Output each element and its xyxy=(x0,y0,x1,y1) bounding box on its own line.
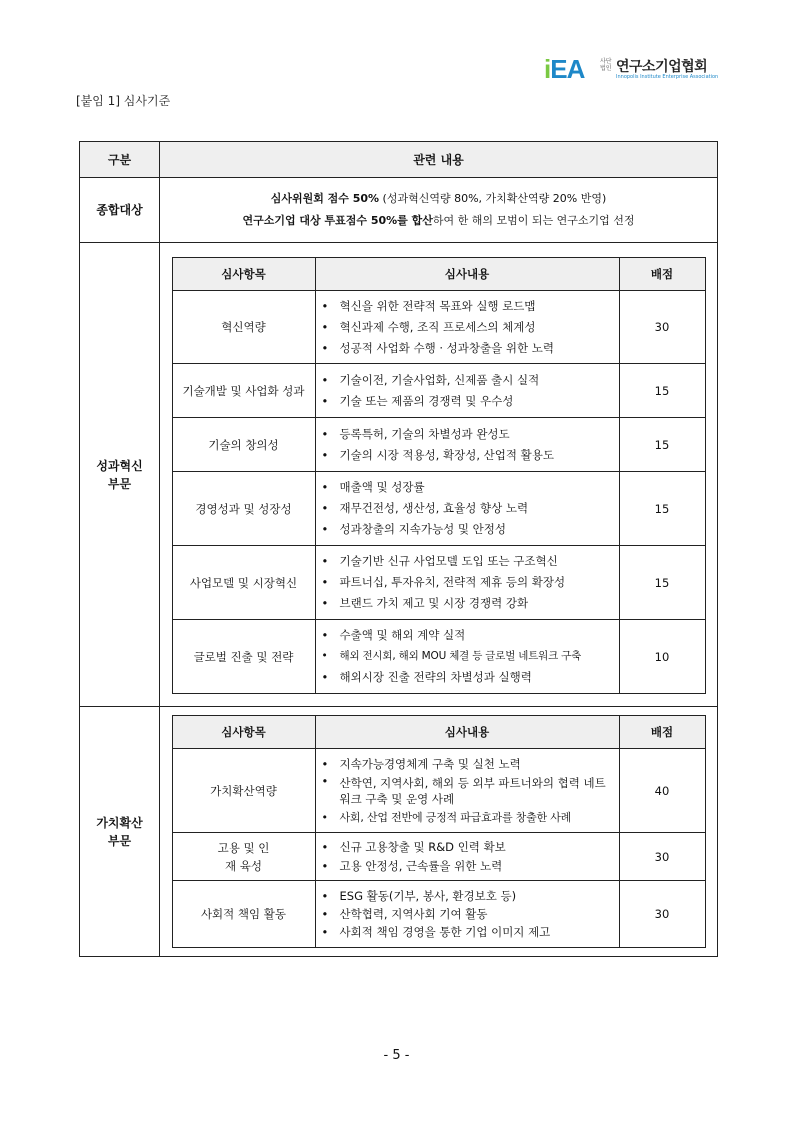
criteria-item: 기술의 창의성 xyxy=(172,418,315,472)
table-row xyxy=(172,364,705,418)
summary-line-1: 심사위원회 점수 50% (성과혁신역량 80%, 가치확산역량 20% 반영) xyxy=(270,192,607,205)
criteria-score: 15 xyxy=(619,546,705,620)
summary-line-2: 연구소기업 대상 투표점수 50%를 합산하여 한 해의 모범이 되는 연구소기업 선정 xyxy=(242,214,635,227)
logo-name: 연구소기업협회 xyxy=(616,59,708,75)
criteria-content xyxy=(315,364,619,418)
list-item: • 성공적 사업화 수행 · 성과창출을 위한 노력 xyxy=(320,338,617,359)
list-item: • 기술의 시장 적용성, 확장성, 산업적 활용도 xyxy=(320,445,617,466)
list-item: • 브랜드 가치 제고 및 시장 경쟁력 강화 xyxy=(320,593,617,614)
overall-summary xyxy=(160,178,718,243)
table-row xyxy=(172,833,705,881)
criteria-item: 경영성과 및 성장성 xyxy=(172,472,315,546)
list-item: • 혁신을 위한 전략적 목표와 실행 로드맵 xyxy=(320,296,617,317)
list-item: • 파트너십, 투자유치, 전략적 제휴 등의 확장성 xyxy=(320,572,617,593)
list-item: • 재무건전성, 생산성, 효율성 향상 노력 xyxy=(320,498,617,519)
table-row xyxy=(172,749,705,833)
list-item: • 혁신과제 수행, 조직 프로세스의 체계성 xyxy=(320,317,617,338)
criteria-score: 15 xyxy=(619,472,705,546)
table-row xyxy=(172,472,705,546)
list-item: • 성과창출의 지속가능성 및 안정성 xyxy=(320,519,617,540)
table-row xyxy=(172,881,705,948)
criteria-score: 30 xyxy=(619,291,705,364)
category-innovation: 성과혁신 부문 xyxy=(80,243,160,707)
list-item: • ESG 활동(기부, 봉사, 환경보호 등) xyxy=(320,887,617,905)
list-item: • 수출액 및 해외 계약 실적 xyxy=(320,625,617,646)
value-header-score: 배점 xyxy=(619,716,705,749)
list-item: • 기술기반 신규 사업모델 도입 또는 구조혁신 xyxy=(320,551,617,572)
association-logo xyxy=(544,54,734,84)
criteria-item: 글로벌 진출 및 전략 xyxy=(172,620,315,694)
list-item: • 산학협력, 지역사회 기여 활동 xyxy=(320,905,617,923)
innovation-section xyxy=(160,243,718,707)
criteria-content xyxy=(315,546,619,620)
list-item: • 지속가능경영체계 구축 및 실천 노력 xyxy=(320,756,617,773)
criteria-table xyxy=(79,141,718,957)
attachment-label: [붙임 1] 심사기준 xyxy=(76,94,171,108)
value-header-content: 심사내용 xyxy=(315,716,619,749)
list-item: • 기술 또는 제품의 경쟁력 및 우수성 xyxy=(320,391,617,412)
logo-small-text: 사단법인 xyxy=(600,58,612,72)
value-header-item: 심사항목 xyxy=(172,716,315,749)
list-item: • 사회, 산업 전반에 긍정적 파급효과를 창출한 사례 xyxy=(320,809,617,826)
list-item: • 기술이전, 기술사업화, 신제품 출시 실적 xyxy=(320,370,617,391)
innovation-table xyxy=(172,257,706,694)
criteria-score: 10 xyxy=(619,620,705,694)
criteria-content xyxy=(315,291,619,364)
criteria-score: 30 xyxy=(619,881,705,948)
criteria-content xyxy=(315,472,619,546)
criteria-item: 사업모델 및 시장혁신 xyxy=(172,546,315,620)
value-section xyxy=(160,707,718,957)
page-number: - 5 - xyxy=(383,1048,410,1063)
table-row xyxy=(172,291,705,364)
list-item: • 매출액 및 성장률 xyxy=(320,477,617,498)
category-value: 가치확산 부문 xyxy=(80,707,160,957)
criteria-content xyxy=(315,620,619,694)
innovation-header-score: 배점 xyxy=(619,258,705,291)
criteria-item: 사회적 책임 활동 xyxy=(172,881,315,948)
logo-subtitle: Innopolis Institute Enterprise Association xyxy=(616,74,719,80)
list-item: • 산학연, 지역사회, 해외 등 외부 파트너와의 협력 네트워크 구축 및 운영 사례 xyxy=(320,773,617,809)
value-table xyxy=(172,715,706,948)
innovation-header-content: 심사내용 xyxy=(315,258,619,291)
criteria-score: 15 xyxy=(619,418,705,472)
header-content: 관련 내용 xyxy=(160,142,718,178)
criteria-content xyxy=(315,881,619,948)
innovation-header-item: 심사항목 xyxy=(172,258,315,291)
criteria-score: 15 xyxy=(619,364,705,418)
list-item: • 등록특허, 기술의 차별성과 완성도 xyxy=(320,424,617,445)
criteria-content xyxy=(315,749,619,833)
criteria-content xyxy=(315,418,619,472)
criteria-item: 혁신역량 xyxy=(172,291,315,364)
table-row xyxy=(172,546,705,620)
list-item: • 해외시장 진출 전략의 차별성과 실행력 xyxy=(320,667,617,688)
criteria-item: 고용 및 인재 육성 xyxy=(172,833,315,881)
category-overall: 종합대상 xyxy=(80,178,160,243)
header-category: 구분 xyxy=(80,142,160,178)
criteria-content xyxy=(315,833,619,881)
list-item: • 해외 전시회, 해외 MOU 체결 등 글로벌 네트워크 구축 xyxy=(320,646,617,667)
criteria-score: 30 xyxy=(619,833,705,881)
list-item: • 사회적 책임 경영을 통한 기업 이미지 제고 xyxy=(320,923,617,941)
list-item: • 고용 안정성, 근속률을 위한 노력 xyxy=(320,857,617,876)
table-row xyxy=(172,418,705,472)
criteria-score: 40 xyxy=(619,749,705,833)
logo-mark: iEA xyxy=(544,54,585,84)
criteria-item: 기술개발 및 사업화 성과 xyxy=(172,364,315,418)
criteria-item: 가치확산역량 xyxy=(172,749,315,833)
list-item: • 신규 고용창출 및 R&D 인력 확보 xyxy=(320,838,617,857)
table-row xyxy=(172,620,705,694)
